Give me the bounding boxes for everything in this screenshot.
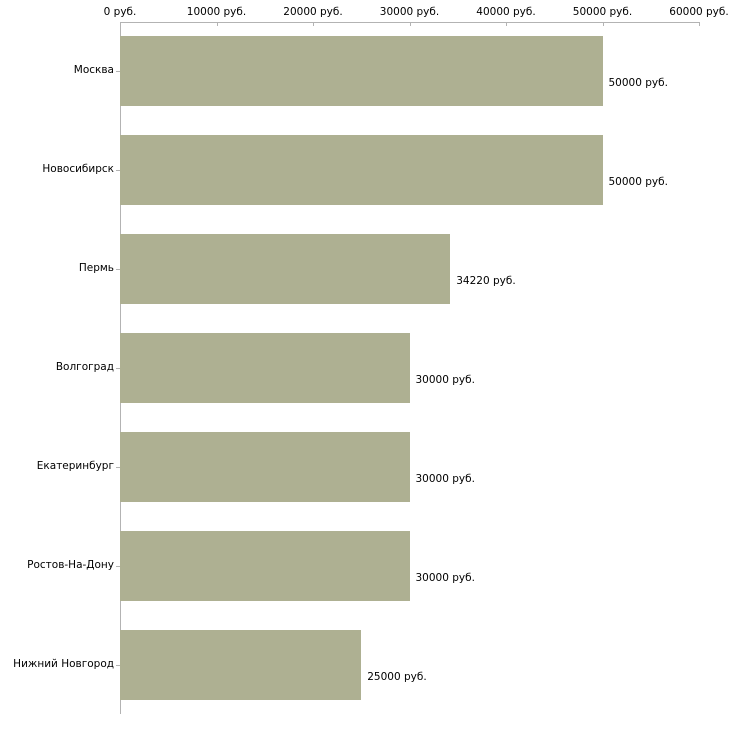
- bar[interactable]: [120, 531, 410, 601]
- y-axis-label: Ростов-На-Дону: [27, 558, 114, 571]
- x-tick-label: 30000 руб.: [379, 6, 440, 18]
- x-tick-mark: [120, 22, 121, 26]
- bar-value-label: 50000 руб.: [608, 176, 668, 189]
- y-axis-label: Екатеринбург: [36, 459, 114, 472]
- y-axis-label: Нижний Новгород: [13, 657, 114, 670]
- bar-value-label: 25000 руб.: [367, 670, 427, 683]
- x-tick-label: 50000 руб.: [572, 6, 633, 18]
- bar[interactable]: [120, 333, 410, 403]
- x-tick-mark: [699, 22, 700, 26]
- x-tick-mark: [603, 22, 604, 26]
- bar-value-label: 30000 руб.: [415, 571, 475, 584]
- x-tick-label: 40000 руб.: [476, 6, 536, 18]
- x-tick-mark: [506, 22, 507, 26]
- x-tick-label: 60000 руб.: [669, 6, 729, 18]
- x-tick-label: 10000 руб.: [186, 6, 247, 18]
- bar[interactable]: [120, 36, 603, 106]
- x-tick-label: 20000 руб.: [283, 6, 343, 18]
- bar-value-label: 30000 руб.: [415, 472, 475, 485]
- x-tick-mark: [217, 22, 218, 26]
- bar-value-label: 30000 руб.: [415, 374, 475, 386]
- x-tick-mark: [313, 22, 314, 26]
- x-tick-label: 0 руб.: [103, 6, 137, 18]
- x-tick-mark: [410, 22, 411, 26]
- y-axis-label: Пермь: [78, 262, 114, 275]
- bar[interactable]: [120, 630, 361, 700]
- y-axis-label: Волгоград: [55, 361, 114, 373]
- y-axis-label: Москва: [73, 64, 114, 77]
- bar[interactable]: [120, 432, 410, 502]
- bar[interactable]: [120, 135, 603, 205]
- y-axis-label: Новосибирск: [42, 163, 114, 176]
- bar-value-label: 50000 руб.: [608, 77, 668, 90]
- bar[interactable]: [120, 234, 450, 304]
- bar-value-label: 34220 руб.: [456, 275, 516, 288]
